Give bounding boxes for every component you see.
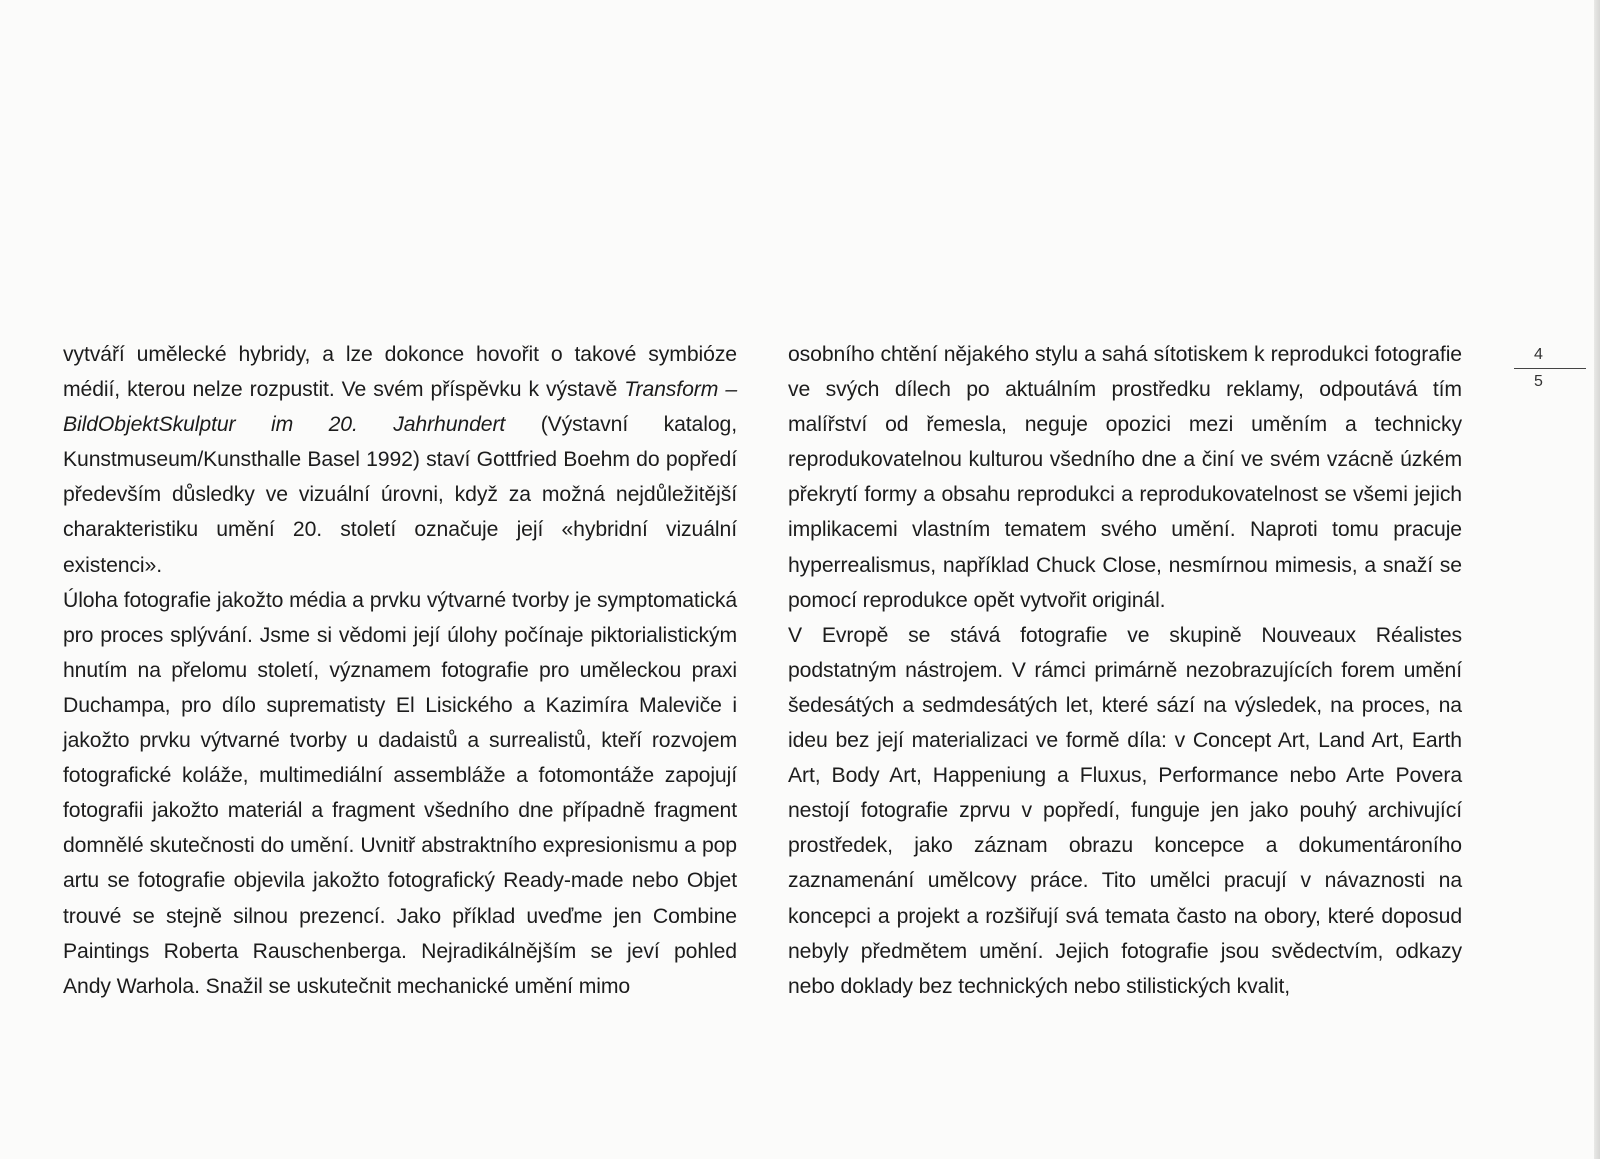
right-text-column	[788, 337, 1462, 1004]
left-text-column	[63, 337, 737, 1004]
page-number-left: 4	[1534, 346, 1543, 363]
exhibition-title: Transform – BildObjektSkulptur im 20. Jahrhundert	[63, 378, 738, 437]
left-paragraph-1-text-a: vytváří umělecké hybridy, a lze dokonce hovořit o takové symbióze médií, kterou nelze rozpustit. Ve svém příspěvku k výstavě	[63, 343, 737, 402]
left-paragraph-2: Úloha fotografie jakožto média a prvku výtvarné tvorby je symptomatická pro proces splývání. Jsme si vědomi její úlohy počínaje piktorialistickým hnutím na přelomu století, významem fotografie pro uměleckou praxi Duchampa, pro dílo suprematisty El Lisického a Kazimíra Maleviče i jakožto prvku výtvarné tvorby u dadaistů a surrealistů, kteří rozvojem fotografické koláže, multimediální assembláže a fotomontáže zapojují fotografii jakožto materiál a fragment všedního dne případně fragment domnělé skutečnosti do umění. Uvnitř abstraktního expresionismu a pop artu se fotografie objevila jakožto fotografický Ready-made nebo Objet trouvé se stejně silnou prezencí. Jako příklad uveďme jen Combine Paintings Roberta Rauschenberga. Nejradikálnějším se jeví pohled Andy Warhola. Snažil se uskutečnit mechanické umění mimo	[63, 588, 737, 998]
right-paragraph-1: osobního chtění nějakého stylu a sahá sítotiskem k reprodukci fotografie ve svých dílech po aktuálním prostředku reklamy, odpoutává tím malířství od řemesla, neguje opozici mezi uměním a technicky reprodukovatelnou kulturou všedního dne a činí ve svém vzácně úzkém překrytí formy a obsahu reprodukci a reprodukovatelnost se všemi jejich implikacemi vlastním tematem svého umění. Naproti tomu pracuje hyperrealismus, například Chuck Close, nesmírnou mimesis, a snaží se pomocí reprodukce opět vytvořit originál.	[788, 343, 1462, 612]
left-paragraph-1	[63, 337, 737, 583]
right-paragraph-2: V Evropě se stává fotografie ve skupině Nouveaux Réalistes podstatným nástrojem. V rámci primárně nezobrazujících forem umění šedesátých a sedmdesátých let, které sází na výsledek, na proces, na ideu bez její materializaci ve formě díla: v Concept Art, Land Art, Earth Art, Body Art, Happeniung a Fluxus, Performance nebo Arte Povera nestojí fotografie zprvu v popředí, funguje jen jako pouhý archivující prostředek, jako záznam obrazu koncepce a dokumentároního zaznamenání umělcovy práce. Tito umělci pracují v návaznosti na koncepci a projekt a rozšiřují svá temata často na obory, které doposud nebyly předmětem umění. Jejich fotografie jsou svědectvím, odkazy nebo doklady bez technických nebo stilistických kvalit,	[788, 623, 1462, 998]
left-paragraph-1-text-b: (Výstavní katalog, Kunstmuseum/Kunsthalle Basel 1992) staví Gottfried Boehm do popředí především důsledky ve vizuální úrovni, když za možná nejdůležitější charakteristiku umění 20. století označuje její «hybridní vizuální existenci».	[63, 413, 737, 577]
page-number-right: 5	[1534, 373, 1543, 390]
page-edge	[1594, 0, 1600, 1159]
page-folio	[1528, 342, 1568, 395]
